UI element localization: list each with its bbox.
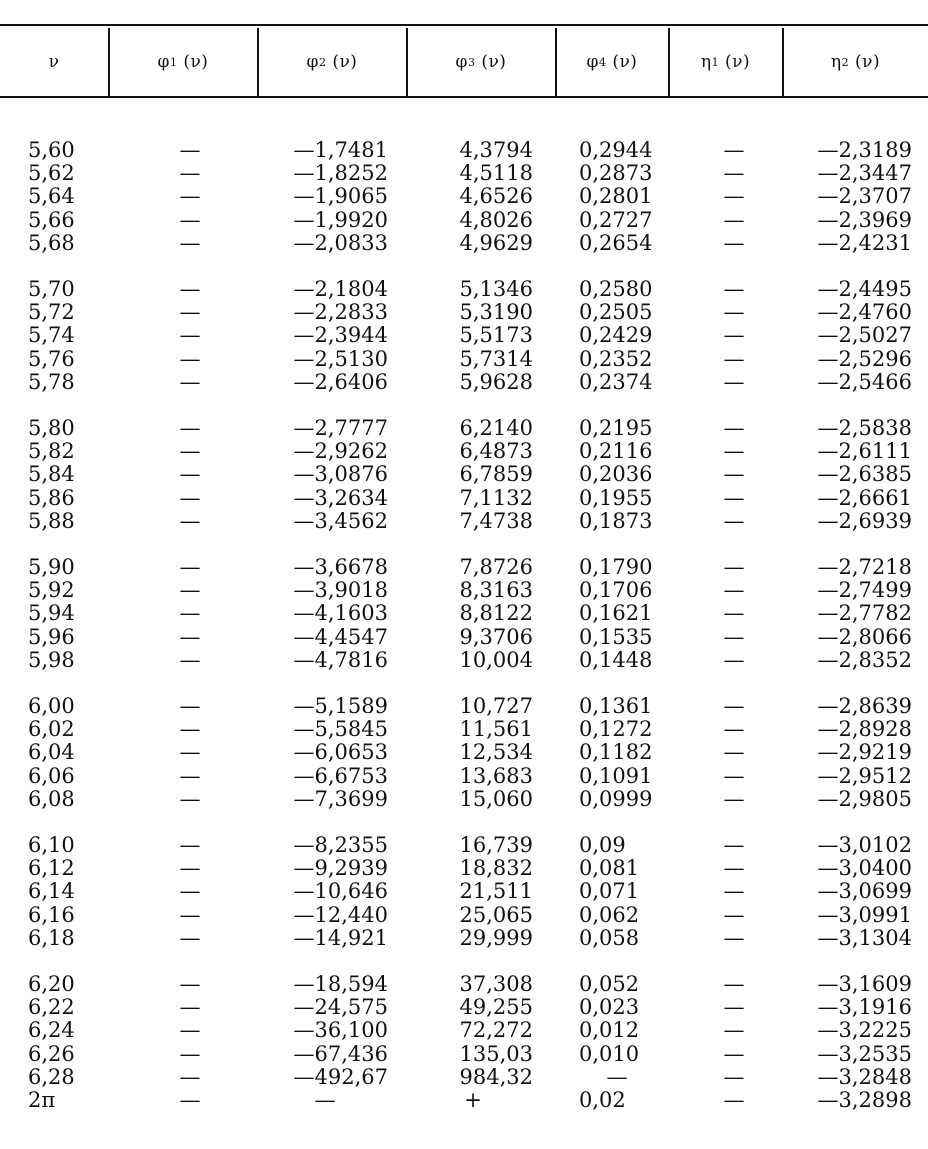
cell-phi4: 0,2036 bbox=[579, 462, 653, 487]
cell-eta1: — bbox=[723, 1018, 745, 1043]
cell-phi2: —5,1589 bbox=[293, 694, 388, 718]
cell-phi2: —2,6406 bbox=[293, 369, 388, 394]
cell-phi2: —7,3699 bbox=[293, 786, 388, 811]
cell-nu: 6,06 bbox=[28, 763, 75, 788]
cell-phi4: 0,058 bbox=[579, 925, 640, 950]
cell-eta1: — bbox=[723, 439, 745, 464]
cell-phi1: — bbox=[179, 786, 201, 811]
cell-eta2: —2,3969 bbox=[817, 207, 912, 232]
cell-phi3: 6,7859 bbox=[459, 462, 533, 487]
cell-eta2: —2,9805 bbox=[817, 786, 912, 811]
cell-phi4: 0,2352 bbox=[579, 346, 653, 371]
cell-phi2: —2,2833 bbox=[293, 300, 388, 325]
cell-eta1: — bbox=[723, 207, 745, 232]
cell-phi4: 0,1448 bbox=[579, 647, 653, 672]
cell-eta1: — bbox=[723, 1064, 745, 1089]
cell-eta1: — bbox=[723, 833, 745, 857]
cell-phi2: —8,2355 bbox=[293, 833, 388, 857]
header-symbol: φ bbox=[455, 52, 468, 72]
cell-eta1: — bbox=[723, 879, 745, 904]
cell-phi4: 0,2580 bbox=[579, 277, 653, 301]
header-argument: (ν) bbox=[481, 52, 507, 72]
cell-eta2: —2,8639 bbox=[817, 694, 912, 718]
cell-phi4: 0,2116 bbox=[579, 439, 653, 464]
cell-nu: 5,62 bbox=[28, 161, 75, 186]
cell-nu: 5,82 bbox=[28, 439, 75, 464]
cell-phi1: — bbox=[179, 1041, 201, 1066]
cell-phi2: —2,5130 bbox=[293, 346, 388, 371]
cell-phi3: 8,8122 bbox=[459, 601, 533, 626]
cell-eta1: — bbox=[723, 184, 745, 209]
cell-phi4: 0,2505 bbox=[579, 300, 653, 325]
cell-phi4: 0,2873 bbox=[579, 161, 653, 186]
cell-phi4: 0,1790 bbox=[579, 555, 653, 579]
cell-phi3: 72,272 bbox=[459, 1018, 533, 1043]
cell-phi4: 0,1272 bbox=[579, 717, 653, 742]
cell-nu: 5,72 bbox=[28, 300, 75, 325]
header-subscript: 3 bbox=[467, 55, 476, 69]
cell-phi1: — bbox=[179, 578, 201, 603]
cell-phi1: — bbox=[179, 717, 201, 742]
cell-phi2: —12,440 bbox=[293, 902, 388, 927]
cell-phi3: + bbox=[464, 1088, 482, 1112]
cell-eta2: —2,8928 bbox=[817, 717, 912, 742]
cell-eta1: — bbox=[723, 856, 745, 881]
cell-phi3: 6,4873 bbox=[459, 439, 533, 464]
cell-phi4: 0,2944 bbox=[579, 138, 653, 162]
cell-eta2: —2,7782 bbox=[817, 601, 912, 626]
cell-eta1: — bbox=[723, 786, 745, 811]
cell-phi1: — bbox=[179, 694, 201, 718]
cell-phi1: — bbox=[179, 995, 201, 1020]
cell-eta2: —3,2225 bbox=[817, 1018, 912, 1043]
cell-phi4: 0,1091 bbox=[579, 763, 653, 788]
cell-phi3: 4,5118 bbox=[459, 161, 533, 186]
cell-phi1: — bbox=[179, 1064, 201, 1089]
cell-eta2: —3,0102 bbox=[817, 833, 912, 857]
cell-phi2: —4,7816 bbox=[293, 647, 388, 672]
cell-nu: 5,66 bbox=[28, 207, 75, 232]
cell-nu: 5,68 bbox=[28, 230, 75, 255]
cell-phi1: — bbox=[179, 925, 201, 950]
cell-phi2: —2,1804 bbox=[293, 277, 388, 301]
cell-phi3: 49,255 bbox=[459, 995, 533, 1020]
cell-eta2: —2,6661 bbox=[817, 485, 912, 510]
cell-phi2: —5,5845 bbox=[293, 717, 388, 742]
cell-nu: 5,74 bbox=[28, 323, 75, 348]
cell-phi4: 0,2727 bbox=[579, 207, 653, 232]
cell-phi3: 5,5173 bbox=[459, 323, 533, 348]
cell-phi3: 5,3190 bbox=[459, 300, 533, 325]
cell-phi3: 4,9629 bbox=[459, 230, 533, 255]
cell-nu: 6,22 bbox=[28, 995, 75, 1020]
cell-phi1: — bbox=[179, 416, 201, 440]
cell-phi1: — bbox=[179, 879, 201, 904]
cell-eta1: — bbox=[723, 601, 745, 626]
cell-phi1: — bbox=[179, 601, 201, 626]
cell-phi1: — bbox=[179, 833, 201, 857]
cell-phi4: — bbox=[606, 1064, 628, 1089]
cell-eta1: — bbox=[723, 1041, 745, 1066]
cell-nu: 5,70 bbox=[28, 277, 75, 301]
cell-phi1: — bbox=[179, 207, 201, 232]
cell-eta2: —3,2898 bbox=[817, 1088, 912, 1112]
cell-phi4: 0,2195 bbox=[579, 416, 653, 440]
cell-eta2: —2,3447 bbox=[817, 161, 912, 186]
cell-phi2: —1,7481 bbox=[293, 138, 388, 162]
cell-eta2: —2,6385 bbox=[817, 462, 912, 487]
cell-phi1: — bbox=[179, 902, 201, 927]
cell-phi2: —6,0653 bbox=[293, 740, 388, 765]
cell-eta1: — bbox=[723, 972, 745, 996]
cell-phi3: 13,683 bbox=[459, 763, 533, 788]
cell-eta1: — bbox=[723, 300, 745, 325]
cell-eta2: —3,1916 bbox=[817, 995, 912, 1020]
cell-nu: 5,64 bbox=[28, 184, 75, 209]
cell-phi1: — bbox=[179, 763, 201, 788]
cell-eta2: —2,4495 bbox=[817, 277, 912, 301]
cell-eta2: —2,3189 bbox=[817, 138, 912, 162]
cell-phi2: —14,921 bbox=[293, 925, 388, 950]
cell-nu: 5,80 bbox=[28, 416, 75, 440]
cell-eta1: — bbox=[723, 902, 745, 927]
header-symbol: φ bbox=[306, 52, 319, 72]
cell-eta1: — bbox=[723, 624, 745, 649]
cell-phi3: 21,511 bbox=[459, 879, 533, 904]
cell-phi1: — bbox=[179, 508, 201, 533]
cell-nu: 6,04 bbox=[28, 740, 75, 765]
cell-phi3: 5,7314 bbox=[459, 346, 533, 371]
cell-phi2: —10,646 bbox=[293, 879, 388, 904]
cell-phi2: — bbox=[314, 1088, 336, 1112]
cell-phi2: —2,3944 bbox=[293, 323, 388, 348]
cell-phi1: — bbox=[179, 300, 201, 325]
cell-nu: 6,28 bbox=[28, 1064, 75, 1089]
cell-nu: 6,14 bbox=[28, 879, 75, 904]
cell-nu: 5,94 bbox=[28, 601, 75, 626]
header-subscript: 1 bbox=[169, 55, 178, 69]
cell-nu: 5,88 bbox=[28, 508, 75, 533]
cell-eta2: —2,8066 bbox=[817, 624, 912, 649]
cell-phi4: 0,2429 bbox=[579, 323, 653, 348]
cell-eta1: — bbox=[723, 462, 745, 487]
cell-eta2: —3,0699 bbox=[817, 879, 912, 904]
cell-phi4: 0,2374 bbox=[579, 369, 653, 394]
cell-eta1: — bbox=[723, 578, 745, 603]
header-symbol: ν bbox=[48, 52, 60, 72]
cell-phi4: 0,1621 bbox=[579, 601, 653, 626]
cell-eta2: —2,4231 bbox=[817, 230, 912, 255]
cell-phi4: 0,012 bbox=[579, 1018, 640, 1043]
cell-nu: 6,08 bbox=[28, 786, 75, 811]
header-subscript: 2 bbox=[318, 55, 327, 69]
cell-eta1: — bbox=[723, 555, 745, 579]
cell-eta1: — bbox=[723, 161, 745, 186]
cell-phi4: 0,1535 bbox=[579, 624, 653, 649]
cell-phi3: 16,739 bbox=[459, 833, 533, 857]
cell-phi2: —3,9018 bbox=[293, 578, 388, 603]
cell-phi2: —67,436 bbox=[293, 1041, 388, 1066]
cell-phi4: 0,1182 bbox=[579, 740, 653, 765]
cell-phi3: 6,2140 bbox=[459, 416, 533, 440]
cell-phi4: 0,1955 bbox=[579, 485, 653, 510]
cell-phi2: —4,1603 bbox=[293, 601, 388, 626]
cell-phi3: 4,3794 bbox=[459, 138, 533, 162]
cell-phi4: 0,010 bbox=[579, 1041, 640, 1066]
cell-eta1: — bbox=[723, 485, 745, 510]
cell-nu: 5,90 bbox=[28, 555, 75, 579]
header-argument: (ν) bbox=[183, 52, 209, 72]
cell-eta2: —3,1609 bbox=[817, 972, 912, 996]
cell-eta1: — bbox=[723, 647, 745, 672]
cell-phi4: 0,062 bbox=[579, 902, 640, 927]
cell-nu: 6,16 bbox=[28, 902, 75, 927]
cell-eta1: — bbox=[723, 369, 745, 394]
header-symbol: φ bbox=[586, 52, 599, 72]
cell-eta1: — bbox=[723, 740, 745, 765]
cell-phi3: 984,32 bbox=[459, 1064, 533, 1089]
cell-phi1: — bbox=[179, 972, 201, 996]
cell-nu: 5,60 bbox=[28, 138, 75, 162]
cell-phi2: —18,594 bbox=[293, 972, 388, 996]
cell-nu: 6,10 bbox=[28, 833, 75, 857]
cell-phi1: — bbox=[179, 323, 201, 348]
cell-phi2: —2,9262 bbox=[293, 439, 388, 464]
cell-eta2: —2,5027 bbox=[817, 323, 912, 348]
cell-phi1: — bbox=[179, 138, 201, 162]
cell-eta1: — bbox=[723, 138, 745, 162]
cell-phi4: 0,023 bbox=[579, 995, 640, 1020]
cell-phi3: 15,060 bbox=[459, 786, 533, 811]
cell-eta2: —2,5838 bbox=[817, 416, 912, 440]
cell-phi3: 12,534 bbox=[459, 740, 533, 765]
cell-phi1: — bbox=[179, 485, 201, 510]
cell-nu: 5,76 bbox=[28, 346, 75, 371]
cell-nu: 6,02 bbox=[28, 717, 75, 742]
cell-eta1: — bbox=[723, 346, 745, 371]
cell-phi4: 0,1361 bbox=[579, 694, 653, 718]
cell-phi2: —2,7777 bbox=[293, 416, 388, 440]
cell-phi4: 0,081 bbox=[579, 856, 640, 881]
cell-eta2: —3,1304 bbox=[817, 925, 912, 950]
cell-phi3: 11,561 bbox=[459, 717, 533, 742]
cell-phi4: 0,071 bbox=[579, 879, 640, 904]
cell-eta2: —2,6111 bbox=[817, 439, 912, 464]
cell-phi2: —4,4547 bbox=[293, 624, 388, 649]
header-argument: (ν) bbox=[332, 52, 358, 72]
cell-eta2: —3,2848 bbox=[817, 1064, 912, 1089]
cell-phi1: — bbox=[179, 856, 201, 881]
cell-phi4: 0,0999 bbox=[579, 786, 653, 811]
cell-phi3: 7,4738 bbox=[459, 508, 533, 533]
cell-eta2: —2,9512 bbox=[817, 763, 912, 788]
cell-phi1: — bbox=[179, 647, 201, 672]
cell-phi1: — bbox=[179, 555, 201, 579]
cell-eta2: —2,7218 bbox=[817, 555, 912, 579]
cell-phi1: — bbox=[179, 369, 201, 394]
cell-phi3: 9,3706 bbox=[459, 624, 533, 649]
cell-nu: 6,00 bbox=[28, 694, 75, 718]
cell-nu: 6,18 bbox=[28, 925, 75, 950]
cell-phi3: 135,03 bbox=[459, 1041, 533, 1066]
cell-nu: 6,20 bbox=[28, 972, 75, 996]
cell-phi3: 25,065 bbox=[459, 902, 533, 927]
cell-phi1: — bbox=[179, 624, 201, 649]
cell-phi2: —3,0876 bbox=[293, 462, 388, 487]
cell-eta2: —2,7499 bbox=[817, 578, 912, 603]
cell-nu: 5,96 bbox=[28, 624, 75, 649]
cell-phi2: —3,6678 bbox=[293, 555, 388, 579]
cell-eta1: — bbox=[723, 694, 745, 718]
cell-eta1: — bbox=[723, 508, 745, 533]
cell-nu: 5,92 bbox=[28, 578, 75, 603]
cell-eta2: —3,2535 bbox=[817, 1041, 912, 1066]
cell-eta1: — bbox=[723, 995, 745, 1020]
cell-eta2: —2,6939 bbox=[817, 508, 912, 533]
cell-phi3: 5,1346 bbox=[459, 277, 533, 301]
cell-phi1: — bbox=[179, 346, 201, 371]
cell-nu: 5,78 bbox=[28, 369, 75, 394]
cell-nu: 5,86 bbox=[28, 485, 75, 510]
header-argument: (ν) bbox=[612, 52, 638, 72]
cell-eta1: — bbox=[723, 717, 745, 742]
cell-phi1: — bbox=[179, 1088, 201, 1112]
cell-phi3: 4,8026 bbox=[459, 207, 533, 232]
cell-phi4: 0,1706 bbox=[579, 578, 653, 603]
cell-phi3: 18,832 bbox=[459, 856, 533, 881]
cell-phi1: — bbox=[179, 1018, 201, 1043]
cell-eta1: — bbox=[723, 277, 745, 301]
cell-phi2: —1,9065 bbox=[293, 184, 388, 209]
cell-eta2: —3,0400 bbox=[817, 856, 912, 881]
cell-eta2: —2,5466 bbox=[817, 369, 912, 394]
cell-phi2: —3,2634 bbox=[293, 485, 388, 510]
cell-eta1: — bbox=[723, 416, 745, 440]
cell-eta2: —3,0991 bbox=[817, 902, 912, 927]
cell-eta1: — bbox=[723, 1088, 745, 1112]
cell-phi1: — bbox=[179, 184, 201, 209]
header-subscript: 1 bbox=[711, 55, 720, 69]
cell-eta2: —2,8352 bbox=[817, 647, 912, 672]
cell-nu: 5,98 bbox=[28, 647, 75, 672]
cell-phi1: — bbox=[179, 230, 201, 255]
cell-phi2: —36,100 bbox=[293, 1018, 388, 1043]
cell-phi3: 7,1132 bbox=[459, 485, 533, 510]
cell-phi2: —1,9920 bbox=[293, 207, 388, 232]
cell-eta2: —2,9219 bbox=[817, 740, 912, 765]
cell-phi3: 10,727 bbox=[459, 694, 533, 718]
cell-phi4: 0,052 bbox=[579, 972, 640, 996]
cell-phi4: 0,02 bbox=[579, 1088, 626, 1112]
cell-phi2: —492,67 bbox=[293, 1064, 388, 1089]
cell-phi3: 5,9628 bbox=[459, 369, 533, 394]
cell-phi1: — bbox=[179, 277, 201, 301]
cell-phi4: 0,2801 bbox=[579, 184, 653, 209]
cell-phi3: 10,004 bbox=[459, 647, 533, 672]
cell-phi1: — bbox=[179, 439, 201, 464]
cell-phi1: — bbox=[179, 462, 201, 487]
cell-phi4: 0,1873 bbox=[579, 508, 653, 533]
header-argument: (ν) bbox=[724, 52, 751, 72]
cell-eta2: —2,3707 bbox=[817, 184, 912, 209]
cell-phi2: —2,0833 bbox=[293, 230, 388, 255]
cell-phi3: 37,308 bbox=[459, 972, 533, 996]
cell-phi3: 7,8726 bbox=[459, 555, 533, 579]
cell-eta2: —2,5296 bbox=[817, 346, 912, 371]
header-subscript: 2 bbox=[841, 55, 850, 69]
cell-nu: 6,12 bbox=[28, 856, 75, 881]
cell-eta1: — bbox=[723, 323, 745, 348]
cell-phi1: — bbox=[179, 161, 201, 186]
cell-phi4: 0,09 bbox=[579, 833, 626, 857]
header-symbol: η bbox=[700, 52, 712, 72]
cell-phi1: — bbox=[179, 740, 201, 765]
cell-phi2: —24,575 bbox=[293, 995, 388, 1020]
cell-phi2: —1,8252 bbox=[293, 161, 388, 186]
cell-nu: 6,26 bbox=[28, 1041, 75, 1066]
cell-phi3: 8,3163 bbox=[459, 578, 533, 603]
cell-phi4: 0,2654 bbox=[579, 230, 653, 255]
cell-nu: 5,84 bbox=[28, 462, 75, 487]
cell-nu: 2π bbox=[28, 1088, 56, 1112]
cell-phi2: —3,4562 bbox=[293, 508, 388, 533]
header-argument: (ν) bbox=[854, 52, 881, 72]
header-subscript: 4 bbox=[598, 55, 607, 69]
cell-nu: 6,24 bbox=[28, 1018, 75, 1043]
header-symbol: η bbox=[830, 52, 842, 72]
cell-phi3: 4,6526 bbox=[459, 184, 533, 209]
cell-eta1: — bbox=[723, 230, 745, 255]
cell-eta1: — bbox=[723, 925, 745, 950]
cell-phi3: 29,999 bbox=[459, 925, 533, 950]
cell-eta1: — bbox=[723, 763, 745, 788]
header-symbol: φ bbox=[157, 52, 170, 72]
cell-phi2: —6,6753 bbox=[293, 763, 388, 788]
cell-phi2: —9,2939 bbox=[293, 856, 388, 881]
cell-eta2: —2,4760 bbox=[817, 300, 912, 325]
